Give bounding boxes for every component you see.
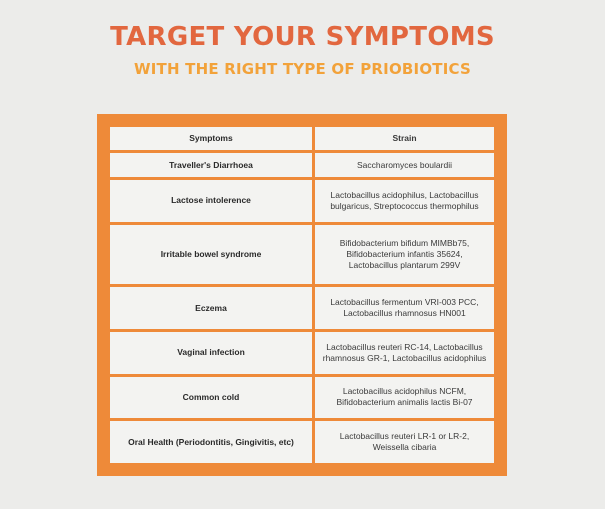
- strain-cell: Lactobacillus reuteri LR-1 or LR-2, Weissella cibaria: [314, 420, 496, 465]
- strain-cell: Bifidobacterium bifidum MIMBb75, Bifidobacterium infantis 35624, Lactobacillus plantarum 299V: [314, 223, 496, 286]
- symptom-cell: Vaginal infection: [109, 331, 314, 376]
- symptom-cell: Irritable bowel syndrome: [109, 223, 314, 286]
- strain-cell: Saccharomyces boulardii: [314, 152, 496, 178]
- strain-cell: Lactobacillus reuteri RC-14, Lactobacillus rhamnosus GR-1, Lactobacillus acidophilus: [314, 331, 496, 376]
- column-header-strain: Strain: [314, 126, 496, 152]
- symptom-cell: Lactose intolerence: [109, 178, 314, 223]
- table-frame: [97, 114, 507, 476]
- table-row: [109, 223, 496, 286]
- table-row: [109, 286, 496, 331]
- table-row: [109, 178, 496, 223]
- strain-cell: Lactobacillus acidophilus, Lactobacillus bulgaricus, Streptococcus thermophilus: [314, 178, 496, 223]
- symptoms-strain-table: [107, 124, 497, 466]
- symptom-cell: Eczema: [109, 286, 314, 331]
- symptom-cell: Common cold: [109, 375, 314, 420]
- symptom-cell: Traveller's Diarrhoea: [109, 152, 314, 178]
- table-row: [109, 331, 496, 376]
- column-header-symptoms: Symptoms: [109, 126, 314, 152]
- table-row: [109, 152, 496, 178]
- page-subtitle: WITH THE RIGHT TYPE OF PRIOBIOTICS: [134, 60, 471, 78]
- table-row: [109, 375, 496, 420]
- symptom-cell: Oral Health (Periodontitis, Gingivitis, etc): [109, 420, 314, 465]
- page-title: TARGET YOUR SYMPTOMS: [110, 22, 495, 52]
- table-header-row: [109, 126, 496, 152]
- table-row: [109, 420, 496, 465]
- strain-cell: Lactobacillus acidophilus NCFM, Bifidobacterium animalis lactis Bi-07: [314, 375, 496, 420]
- strain-cell: Lactobacillus fermentum VRI-003 PCC, Lactobacillus rhamnosus HN001: [314, 286, 496, 331]
